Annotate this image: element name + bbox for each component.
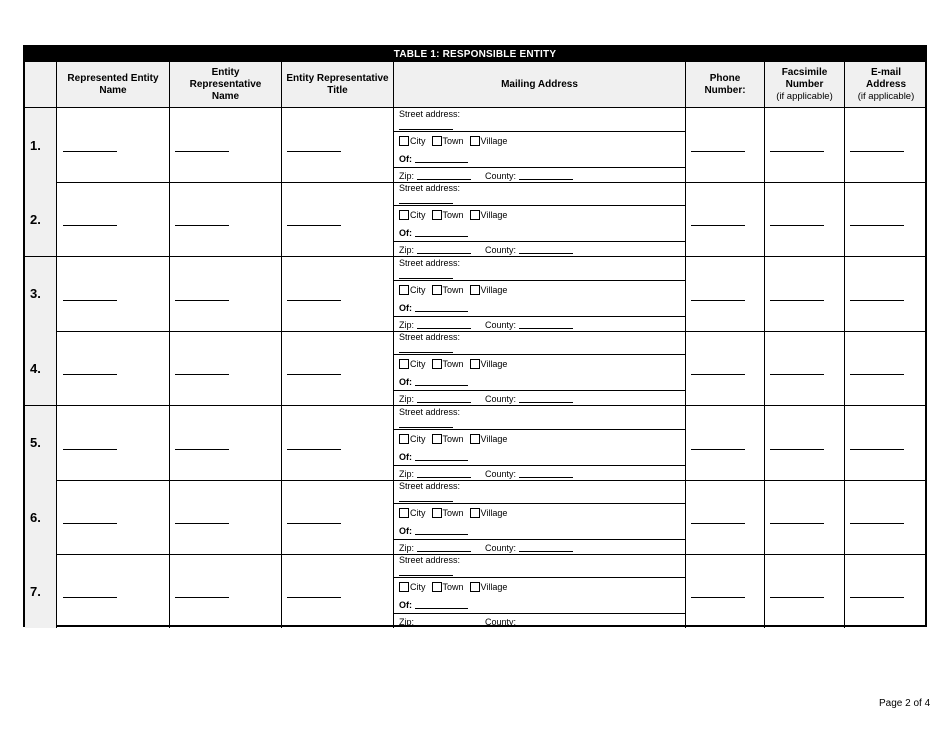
row-number xyxy=(25,406,56,480)
street-address-field[interactable] xyxy=(399,427,453,428)
phone-number-field[interactable] xyxy=(691,597,745,598)
facsimile-number-field[interactable] xyxy=(770,374,824,375)
city-label: City xyxy=(410,508,426,518)
of-row xyxy=(399,600,468,610)
facsimile-number-field[interactable] xyxy=(770,449,824,450)
town-option xyxy=(432,359,464,369)
entity-representative-title-field[interactable] xyxy=(287,597,341,598)
column-divider xyxy=(764,108,765,182)
column-divider xyxy=(281,182,282,256)
zip-field[interactable] xyxy=(417,402,471,403)
zip-label: Zip: xyxy=(399,171,415,181)
village-option xyxy=(470,582,508,592)
city-option xyxy=(399,210,426,220)
entity-representative-title-field[interactable] xyxy=(287,151,341,152)
village-checkbox[interactable] xyxy=(470,285,480,295)
county-field[interactable] xyxy=(519,179,573,180)
street-address-field[interactable] xyxy=(399,501,453,502)
zip-county-section xyxy=(393,242,685,256)
zip-county-row xyxy=(399,320,573,330)
city-checkbox[interactable] xyxy=(399,359,409,369)
column-divider xyxy=(56,257,57,331)
facsimile-number-field[interactable] xyxy=(770,151,824,152)
column-divider xyxy=(281,331,282,405)
city-option xyxy=(399,582,426,592)
village-checkbox[interactable] xyxy=(470,210,480,220)
table-row xyxy=(25,108,925,183)
column-divider xyxy=(764,182,765,256)
row-number xyxy=(25,331,56,405)
table-header-row xyxy=(25,62,925,108)
street-address-section xyxy=(393,257,685,281)
city-checkbox[interactable] xyxy=(399,285,409,295)
street-address-field[interactable] xyxy=(399,129,453,130)
column-divider xyxy=(764,480,765,554)
city-option xyxy=(399,508,426,518)
village-option xyxy=(470,508,508,518)
county-label: County: xyxy=(485,468,517,479)
represented-entity-name-field[interactable] xyxy=(63,300,117,301)
column-divider xyxy=(685,257,686,331)
mailing-address-cell xyxy=(393,331,685,405)
zip-label: Zip: xyxy=(399,543,415,553)
column-divider xyxy=(169,108,170,182)
of-label: Of: xyxy=(399,377,412,388)
column-divider xyxy=(844,108,845,182)
village-label: Village xyxy=(480,210,508,221)
zip-county-row xyxy=(399,245,573,255)
town-checkbox[interactable] xyxy=(432,136,442,146)
village-label: Village xyxy=(480,284,508,295)
village-checkbox[interactable] xyxy=(470,508,480,518)
county-field[interactable] xyxy=(519,551,573,552)
column-divider xyxy=(56,406,57,480)
zip-label: Zip: xyxy=(399,245,415,256)
column-divider xyxy=(764,406,765,480)
of-label: Of: xyxy=(399,302,412,313)
town-option xyxy=(432,136,464,146)
street-address-label: Street address: xyxy=(399,481,461,491)
email-address-field[interactable] xyxy=(850,523,904,524)
column-divider xyxy=(685,406,686,480)
zip-county-row xyxy=(399,617,573,627)
city-option xyxy=(399,285,426,295)
street-address-section xyxy=(393,108,685,132)
row-number-label: 5. xyxy=(30,435,41,451)
table-row xyxy=(25,257,925,332)
street-address-section xyxy=(393,480,685,504)
street-address-section xyxy=(393,406,685,430)
zip-field[interactable] xyxy=(417,179,471,180)
phone-number-field[interactable] xyxy=(691,523,745,524)
town-checkbox[interactable] xyxy=(432,508,442,518)
header-fax-label: Facsimile Number xyxy=(781,66,828,90)
column-divider xyxy=(281,480,282,554)
county-field[interactable] xyxy=(519,253,573,254)
column-divider xyxy=(685,554,686,628)
entity-representative-name-field[interactable] xyxy=(175,597,229,598)
city-label: City xyxy=(410,284,426,295)
column-divider xyxy=(56,108,57,182)
zip-county-section xyxy=(393,540,685,554)
village-label: Village xyxy=(480,359,508,370)
column-divider xyxy=(281,406,282,480)
row-number-label: 2. xyxy=(30,211,41,227)
facsimile-number-field[interactable] xyxy=(770,225,824,226)
of-field[interactable] xyxy=(415,608,468,609)
of-label: Of: xyxy=(399,526,412,536)
city-checkbox[interactable] xyxy=(399,136,409,146)
zip-label: Zip: xyxy=(399,468,415,479)
town-label: Town xyxy=(442,136,464,146)
zip-field[interactable] xyxy=(417,253,471,254)
municipality-section xyxy=(393,132,685,168)
of-label: Of: xyxy=(399,600,412,611)
row-number xyxy=(25,257,56,331)
municipality-section xyxy=(393,578,685,614)
of-field[interactable] xyxy=(415,460,468,461)
zip-label: Zip: xyxy=(399,394,415,405)
city-checkbox[interactable] xyxy=(399,210,409,220)
county-field[interactable] xyxy=(519,625,573,626)
entity-representative-name-field[interactable] xyxy=(175,300,229,301)
phone-number-field[interactable] xyxy=(691,151,745,152)
column-divider xyxy=(844,257,845,331)
city-label: City xyxy=(410,359,426,370)
column-divider xyxy=(685,480,686,554)
zip-field[interactable] xyxy=(417,328,471,329)
street-address-section xyxy=(393,182,685,206)
table-row xyxy=(25,406,925,481)
county-label: County: xyxy=(485,543,517,553)
street-address-field[interactable] xyxy=(399,352,453,353)
entity-representative-title-field[interactable] xyxy=(287,300,341,301)
village-checkbox[interactable] xyxy=(470,359,480,369)
town-checkbox[interactable] xyxy=(432,359,442,369)
header-email-address xyxy=(844,62,927,107)
mailing-address-cell xyxy=(393,182,685,256)
email-address-field[interactable] xyxy=(850,300,904,301)
village-option xyxy=(470,434,508,444)
of-field[interactable] xyxy=(415,385,468,386)
street-address-label: Street address: xyxy=(399,406,461,417)
town-checkbox[interactable] xyxy=(432,434,442,444)
street-address-label: Street address: xyxy=(399,555,461,566)
column-divider xyxy=(685,182,686,256)
zip-county-section xyxy=(393,614,685,628)
street-address-field[interactable] xyxy=(399,575,453,576)
row-number-label: 6. xyxy=(30,509,41,525)
municipality-type-options xyxy=(399,359,513,369)
zip-county-row xyxy=(399,171,573,181)
village-checkbox[interactable] xyxy=(470,434,480,444)
town-label: Town xyxy=(442,508,464,518)
row-number xyxy=(25,554,56,628)
column-divider xyxy=(844,406,845,480)
village-label: Village xyxy=(480,433,508,444)
column-divider xyxy=(169,257,170,331)
town-option xyxy=(432,508,464,518)
city-checkbox[interactable] xyxy=(399,434,409,444)
town-checkbox[interactable] xyxy=(432,210,442,220)
responsible-entity-table xyxy=(23,45,927,627)
header-represented-entity-name xyxy=(56,62,169,107)
county-field[interactable] xyxy=(519,477,573,478)
represented-entity-name-field[interactable] xyxy=(63,523,117,524)
municipality-section xyxy=(393,281,685,317)
town-label: Town xyxy=(442,433,464,444)
village-option xyxy=(470,285,508,295)
facsimile-number-field[interactable] xyxy=(770,300,824,301)
village-checkbox[interactable] xyxy=(470,582,480,592)
town-option xyxy=(432,285,464,295)
city-label: City xyxy=(410,582,426,593)
column-divider xyxy=(281,108,282,182)
street-address-field[interactable] xyxy=(399,203,453,204)
column-divider xyxy=(169,182,170,256)
city-option xyxy=(399,136,426,146)
of-field[interactable] xyxy=(415,162,468,163)
street-address-label: Street address: xyxy=(399,183,461,194)
city-label: City xyxy=(410,136,426,146)
city-label: City xyxy=(410,433,426,444)
of-field[interactable] xyxy=(415,534,468,535)
county-label: County: xyxy=(485,394,517,405)
city-checkbox[interactable] xyxy=(399,582,409,592)
zip-county-section xyxy=(393,391,685,405)
zip-county-row xyxy=(399,469,573,479)
column-divider xyxy=(281,554,282,628)
header-facsimile-number xyxy=(764,62,844,107)
town-label: Town xyxy=(442,210,464,221)
entity-representative-name-field[interactable] xyxy=(175,449,229,450)
street-address-field[interactable] xyxy=(399,278,453,279)
municipality-type-options xyxy=(399,285,513,295)
city-option xyxy=(399,434,426,444)
column-divider xyxy=(56,182,57,256)
header-email-label: E-mail Address xyxy=(865,66,906,90)
of-row xyxy=(399,303,468,313)
column-divider xyxy=(56,480,57,554)
county-field[interactable] xyxy=(519,328,573,329)
column-divider xyxy=(56,554,57,628)
town-option xyxy=(432,434,464,444)
email-address-field[interactable] xyxy=(850,225,904,226)
column-divider xyxy=(169,480,170,554)
header-mailing-address xyxy=(393,62,685,107)
row-number xyxy=(25,182,56,256)
column-divider xyxy=(764,331,765,405)
municipality-type-options xyxy=(399,434,513,444)
county-label: County: xyxy=(485,617,517,628)
of-label: Of: xyxy=(399,451,412,462)
header-rep-name-label: Entity Representative Name xyxy=(189,66,262,102)
town-checkbox[interactable] xyxy=(432,285,442,295)
street-address-label: Street address: xyxy=(399,109,461,119)
zip-county-row xyxy=(399,543,573,553)
table-row xyxy=(25,554,925,628)
of-row xyxy=(399,377,468,387)
village-option xyxy=(470,136,508,146)
column-divider xyxy=(169,554,170,628)
phone-number-field[interactable] xyxy=(691,300,745,301)
table-row xyxy=(25,182,925,257)
of-row xyxy=(399,452,468,462)
email-address-field[interactable] xyxy=(850,374,904,375)
phone-number-field[interactable] xyxy=(691,225,745,226)
city-checkbox[interactable] xyxy=(399,508,409,518)
entity-representative-name-field[interactable] xyxy=(175,374,229,375)
street-address-section xyxy=(393,331,685,355)
row-number-label: 1. xyxy=(30,137,41,153)
town-option xyxy=(432,582,464,592)
represented-entity-name-field[interactable] xyxy=(63,597,117,598)
zip-county-section xyxy=(393,317,685,331)
village-option xyxy=(470,210,508,220)
facsimile-number-field[interactable] xyxy=(770,597,824,598)
column-divider xyxy=(685,331,686,405)
village-checkbox[interactable] xyxy=(470,136,480,146)
entity-representative-title-field[interactable] xyxy=(287,374,341,375)
village-option xyxy=(470,359,508,369)
entity-representative-name-field[interactable] xyxy=(175,523,229,524)
municipality-section xyxy=(393,206,685,242)
header-represented-entity-label: Represented Entity Name xyxy=(67,72,159,96)
zip-field[interactable] xyxy=(417,477,471,478)
zip-label: Zip: xyxy=(399,617,415,628)
column-divider xyxy=(764,257,765,331)
represented-entity-name-field[interactable] xyxy=(63,374,117,375)
page-number: Page 2 of 4 xyxy=(879,698,931,709)
zip-county-section xyxy=(393,168,685,182)
mailing-address-cell xyxy=(393,480,685,554)
town-label: Town xyxy=(442,359,464,370)
row-number-label: 4. xyxy=(30,360,41,376)
town-label: Town xyxy=(442,582,464,593)
zip-field[interactable] xyxy=(417,625,471,626)
town-checkbox[interactable] xyxy=(432,582,442,592)
mailing-address-cell xyxy=(393,108,685,182)
header-phone-number xyxy=(685,62,764,107)
phone-number-field[interactable] xyxy=(691,449,745,450)
column-divider xyxy=(169,406,170,480)
village-label: Village xyxy=(480,508,508,518)
zip-label: Zip: xyxy=(399,319,415,330)
column-divider xyxy=(56,331,57,405)
town-option xyxy=(432,210,464,220)
town-label: Town xyxy=(442,284,464,295)
entity-representative-name-field[interactable] xyxy=(175,151,229,152)
row-number-label: 7. xyxy=(30,583,41,599)
facsimile-number-field[interactable] xyxy=(770,523,824,524)
entity-representative-title-field[interactable] xyxy=(287,225,341,226)
of-label: Of: xyxy=(399,228,412,239)
city-label: City xyxy=(410,210,426,221)
village-label: Village xyxy=(480,582,508,593)
city-option xyxy=(399,359,426,369)
street-address-label: Street address: xyxy=(399,257,461,268)
header-fax-note: (if applicable) xyxy=(776,90,833,102)
email-address-field[interactable] xyxy=(850,597,904,598)
municipality-section xyxy=(393,355,685,391)
header-phone-label: Phone Number: xyxy=(704,72,746,96)
zip-field[interactable] xyxy=(417,551,471,552)
row-number xyxy=(25,480,56,554)
represented-entity-name-field[interactable] xyxy=(63,151,117,152)
entity-representative-title-field[interactable] xyxy=(287,523,341,524)
entity-representative-name-field[interactable] xyxy=(175,225,229,226)
header-rep-title-label: Entity Representative Title xyxy=(286,72,389,96)
column-divider xyxy=(281,257,282,331)
header-entity-representative-title xyxy=(281,62,393,107)
column-divider xyxy=(685,108,686,182)
phone-number-field[interactable] xyxy=(691,374,745,375)
represented-entity-name-field[interactable] xyxy=(63,449,117,450)
row-number-label: 3. xyxy=(30,286,41,302)
municipality-type-options xyxy=(399,582,513,592)
of-field[interactable] xyxy=(415,311,468,312)
municipality-section xyxy=(393,430,685,466)
table-row xyxy=(25,331,925,406)
row-number xyxy=(25,108,56,182)
of-field[interactable] xyxy=(415,236,468,237)
represented-entity-name-field[interactable] xyxy=(63,225,117,226)
email-address-field[interactable] xyxy=(850,151,904,152)
zip-county-section xyxy=(393,466,685,480)
column-divider xyxy=(764,554,765,628)
county-label: County: xyxy=(485,171,517,181)
of-label: Of: xyxy=(399,154,412,164)
mailing-address-cell xyxy=(393,406,685,480)
of-row xyxy=(399,154,468,164)
street-address-label: Street address: xyxy=(399,332,461,343)
header-email-note: (if applicable) xyxy=(857,90,915,102)
zip-county-row xyxy=(399,394,573,404)
email-address-field[interactable] xyxy=(850,449,904,450)
mailing-address-cell xyxy=(393,554,685,628)
street-address-section xyxy=(393,554,685,578)
county-label: County: xyxy=(485,245,517,256)
header-entity-representative-name xyxy=(169,62,281,107)
column-divider xyxy=(844,331,845,405)
mailing-address-cell xyxy=(393,257,685,331)
header-mailing-address-label: Mailing Address xyxy=(501,78,578,90)
entity-representative-title-field[interactable] xyxy=(287,449,341,450)
column-divider xyxy=(844,480,845,554)
table-title: TABLE 1: RESPONSIBLE ENTITY xyxy=(25,47,925,62)
municipality-type-options xyxy=(399,210,513,220)
municipality-type-options xyxy=(399,136,513,146)
column-divider xyxy=(844,182,845,256)
municipality-section xyxy=(393,504,685,540)
of-row xyxy=(399,526,468,536)
village-label: Village xyxy=(480,136,508,146)
column-divider xyxy=(169,331,170,405)
of-row xyxy=(399,228,468,238)
column-divider xyxy=(844,554,845,628)
county-label: County: xyxy=(485,319,517,330)
municipality-type-options xyxy=(399,508,513,518)
county-field[interactable] xyxy=(519,402,573,403)
table-row xyxy=(25,480,925,555)
